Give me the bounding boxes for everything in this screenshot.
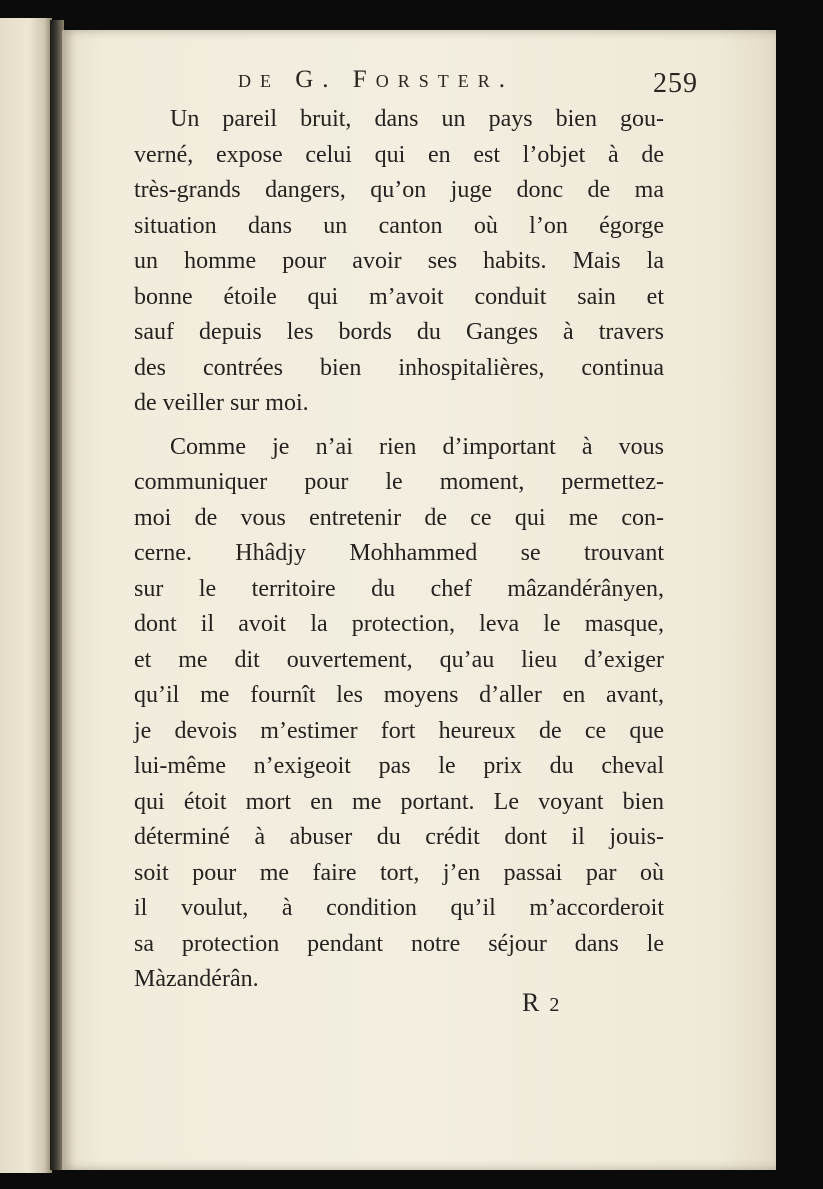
text-line: qu’il me fournît les moyens d’aller en avant,	[134, 682, 664, 708]
signature-mark	[522, 988, 559, 1018]
text-line: communiquer pour le moment, permettez-	[134, 469, 664, 495]
paragraph-2	[134, 430, 664, 998]
page-text	[134, 102, 664, 998]
text-line: Màzandérân.	[134, 966, 259, 992]
text-line: cerne. Hhâdjy Mohhammed se trouvant	[134, 540, 664, 566]
text-line: bonne étoile qui m’avoit conduit sain et	[134, 283, 664, 310]
signature-letter: R	[522, 988, 540, 1017]
book-page	[62, 30, 776, 1170]
text-line: verné, expose celui qui en est l’objet à de	[134, 141, 664, 168]
text-line: sur le territoire du chef mâzandérânyen,	[134, 575, 664, 602]
text-line: un homme pour avoir ses habits. Mais la	[134, 248, 664, 274]
running-head	[238, 66, 698, 100]
facing-page-edge	[0, 18, 52, 1173]
text-line: Un pareil bruit, dans un pays bien gou-	[170, 106, 664, 132]
paragraph-1	[134, 102, 664, 422]
scan-background	[776, 30, 823, 1170]
text-line: situation dans un canton où l’on égorge	[134, 212, 664, 239]
text-line: sauf depuis les bords du Ganges à travers	[134, 319, 664, 345]
text-line: je devois m’estimer fort heureux de ce que	[134, 717, 664, 744]
text-line: il voulut, à condition qu’il m’accorderoit	[134, 895, 664, 921]
text-line: très-grands dangers, qu’on juge donc de ma	[134, 177, 664, 203]
text-line: des contrées bien inhospitalières, continua	[134, 354, 664, 381]
text-line: sa protection pendant notre séjour dans le	[134, 930, 664, 957]
text-line: déterminé à abuser du crédit dont il jouis-	[134, 824, 664, 850]
text-line: moi de vous entretenir de ce qui me con-	[134, 504, 664, 531]
running-head-title: de G. Forster.	[238, 66, 514, 93]
signature-number: 2	[549, 994, 560, 1016]
page-number: 259	[653, 68, 698, 99]
text-line: lui-même n’exigeoit pas le prix du cheval	[134, 753, 664, 779]
text-line: et me dit ouvertement, qu’au lieu d’exiger	[134, 646, 664, 673]
text-line: Comme je n’ai rien d’important à vous	[170, 433, 664, 460]
text-line: de veiller sur moi.	[134, 390, 309, 416]
text-line: dont il avoit la protection, leva le masque,	[134, 611, 664, 637]
text-line: qui étoit mort en me portant. Le voyant bien	[134, 788, 664, 815]
text-line: soit pour me faire tort, j’en passai par où	[134, 859, 664, 886]
